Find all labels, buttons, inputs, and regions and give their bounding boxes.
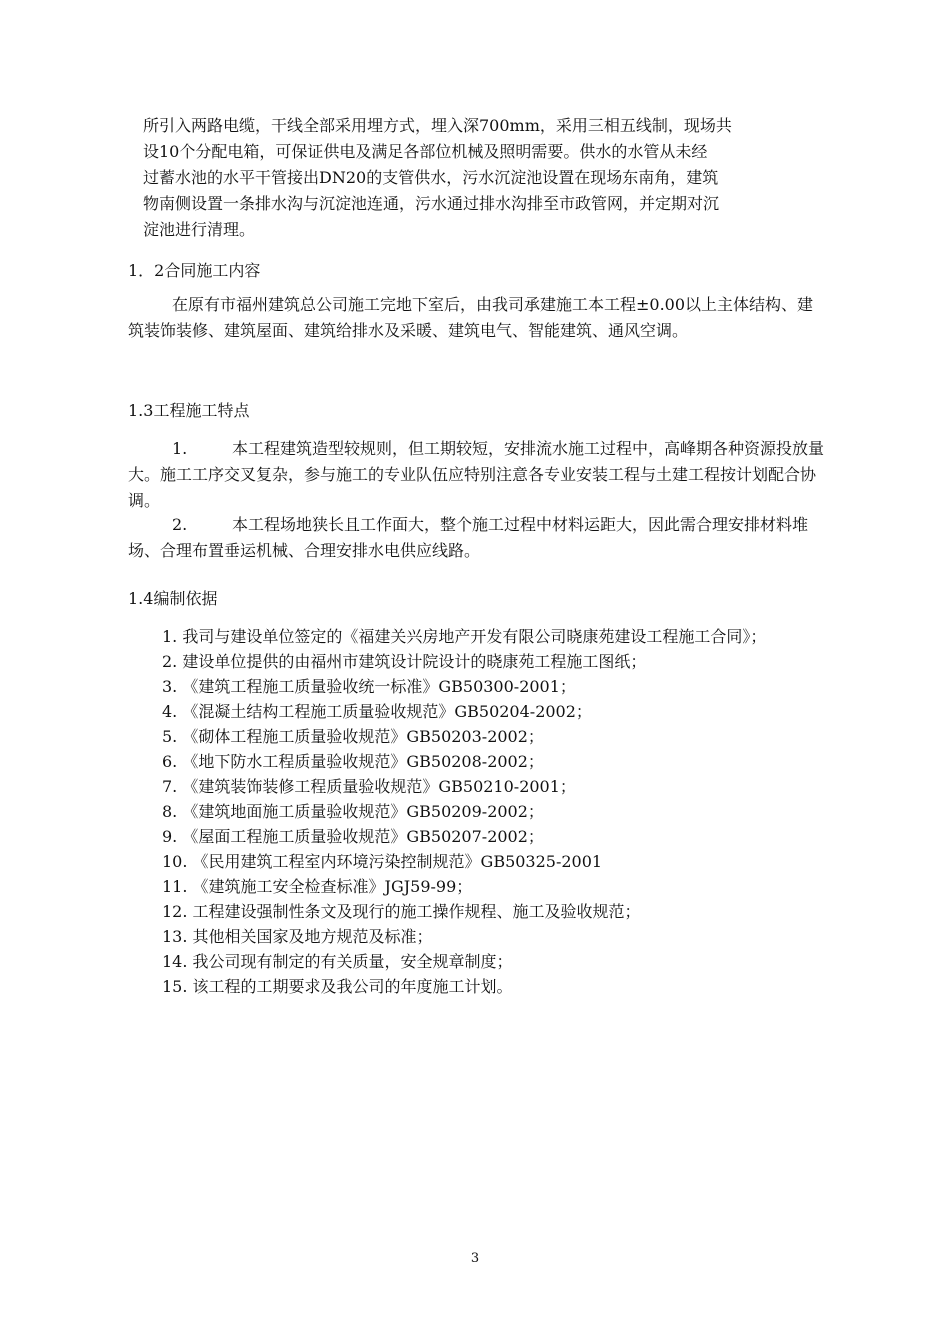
intro-line: 淀池进行清理。 <box>143 220 256 239</box>
feature-item <box>128 512 828 564</box>
feature-item <box>128 436 828 514</box>
list-item: 15. 该工程的工期要求及我公司的年度施工计划。 <box>162 977 513 996</box>
list-item: 4. 《混凝土结构工程施工质量验收规范》GB50204-2002； <box>162 702 592 721</box>
list-item: 1. 我司与建设单位签定的《福建关兴房地产开发有限公司晓康苑建设工程施工合同》； <box>162 627 767 646</box>
list-item: 7. 《建筑装饰装修工程质量验收规范》GB50210-2001； <box>162 777 576 796</box>
list-item: 5. 《砌体工程施工质量验收规范》GB50203-2002； <box>162 727 544 746</box>
intro-paragraph <box>143 113 833 243</box>
feature-number: 2. <box>172 515 188 534</box>
section-1-2-body: 在原有市福州建筑总公司施工完地下室后，由我司承建施工本工程±0.00以上主体结构、建筑装饰装修、建筑屋面、建筑给排水及采暖、建筑电气、智能建筑、通风空调。 <box>128 295 814 340</box>
section-1-2-heading: 1．2合同施工内容 <box>128 261 261 280</box>
feature-number: 1. <box>172 439 188 458</box>
list-item: 9. 《屋面工程施工质量验收规范》GB50207-2002； <box>162 827 544 846</box>
list-item: 13. 其他相关国家及地方规范及标准； <box>162 927 433 946</box>
list-item: 12. 工程建设强制性条文及现行的施工操作规程、施工及验收规范； <box>162 902 641 921</box>
feature-text: 本工程建筑造型较规则，但工期较短，安排流水施工过程中，高峰期各种资源投放量大。施工工序交叉复杂，参与施工的专业队伍应特别注意各专业安装工程与土建工程按计划配合协调。 <box>128 439 825 510</box>
list-item: 3. 《建筑工程施工质量验收统一标准》GB50300-2001； <box>162 677 576 696</box>
page-number: 3 <box>470 1251 480 1266</box>
intro-line: 设10个分配电箱，可保证供电及满足各部位机械及照明需要。供水的水管从未经 <box>143 142 708 161</box>
intro-line: 所引入两路电缆，干线全部采用埋方式，埋入深700mm，采用三相五线制，现场共 <box>143 116 732 135</box>
intro-line: 过蓄水池的水平干管接出DN20的支管供水，污水沉淀池设置在现场东南角，建筑 <box>143 168 719 187</box>
list-item: 2. 建设单位提供的由福州市建筑设计院设计的晓康苑工程施工图纸； <box>162 652 647 671</box>
intro-line: 物南侧设置一条排水沟与沉淀池连通，污水通过排水沟排至市政管网，并定期对沉 <box>143 194 720 213</box>
section-1-3-heading: 1.3工程施工特点 <box>128 401 250 420</box>
list-item: 11. 《建筑施工安全检查标准》JGJ59-99； <box>162 877 473 896</box>
basis-list <box>128 624 838 999</box>
list-item: 6. 《地下防水工程质量验收规范》GB50208-2002； <box>162 752 544 771</box>
feature-text: 本工程场地狭长且工作面大，整个施工过程中材料运距大，因此需合理安排材料堆场、合理布置垂运机械、合理安排水电供应线路。 <box>128 515 809 560</box>
list-item: 8. 《建筑地面施工质量验收规范》GB50209-2002； <box>162 802 544 821</box>
section-1-4-heading: 1.4编制依据 <box>128 589 218 608</box>
list-item: 14. 我公司现有制定的有关质量，安全规章制度； <box>162 952 513 971</box>
list-item: 10. 《民用建筑工程室内环境污染控制规范》GB50325-2001 <box>162 852 603 871</box>
